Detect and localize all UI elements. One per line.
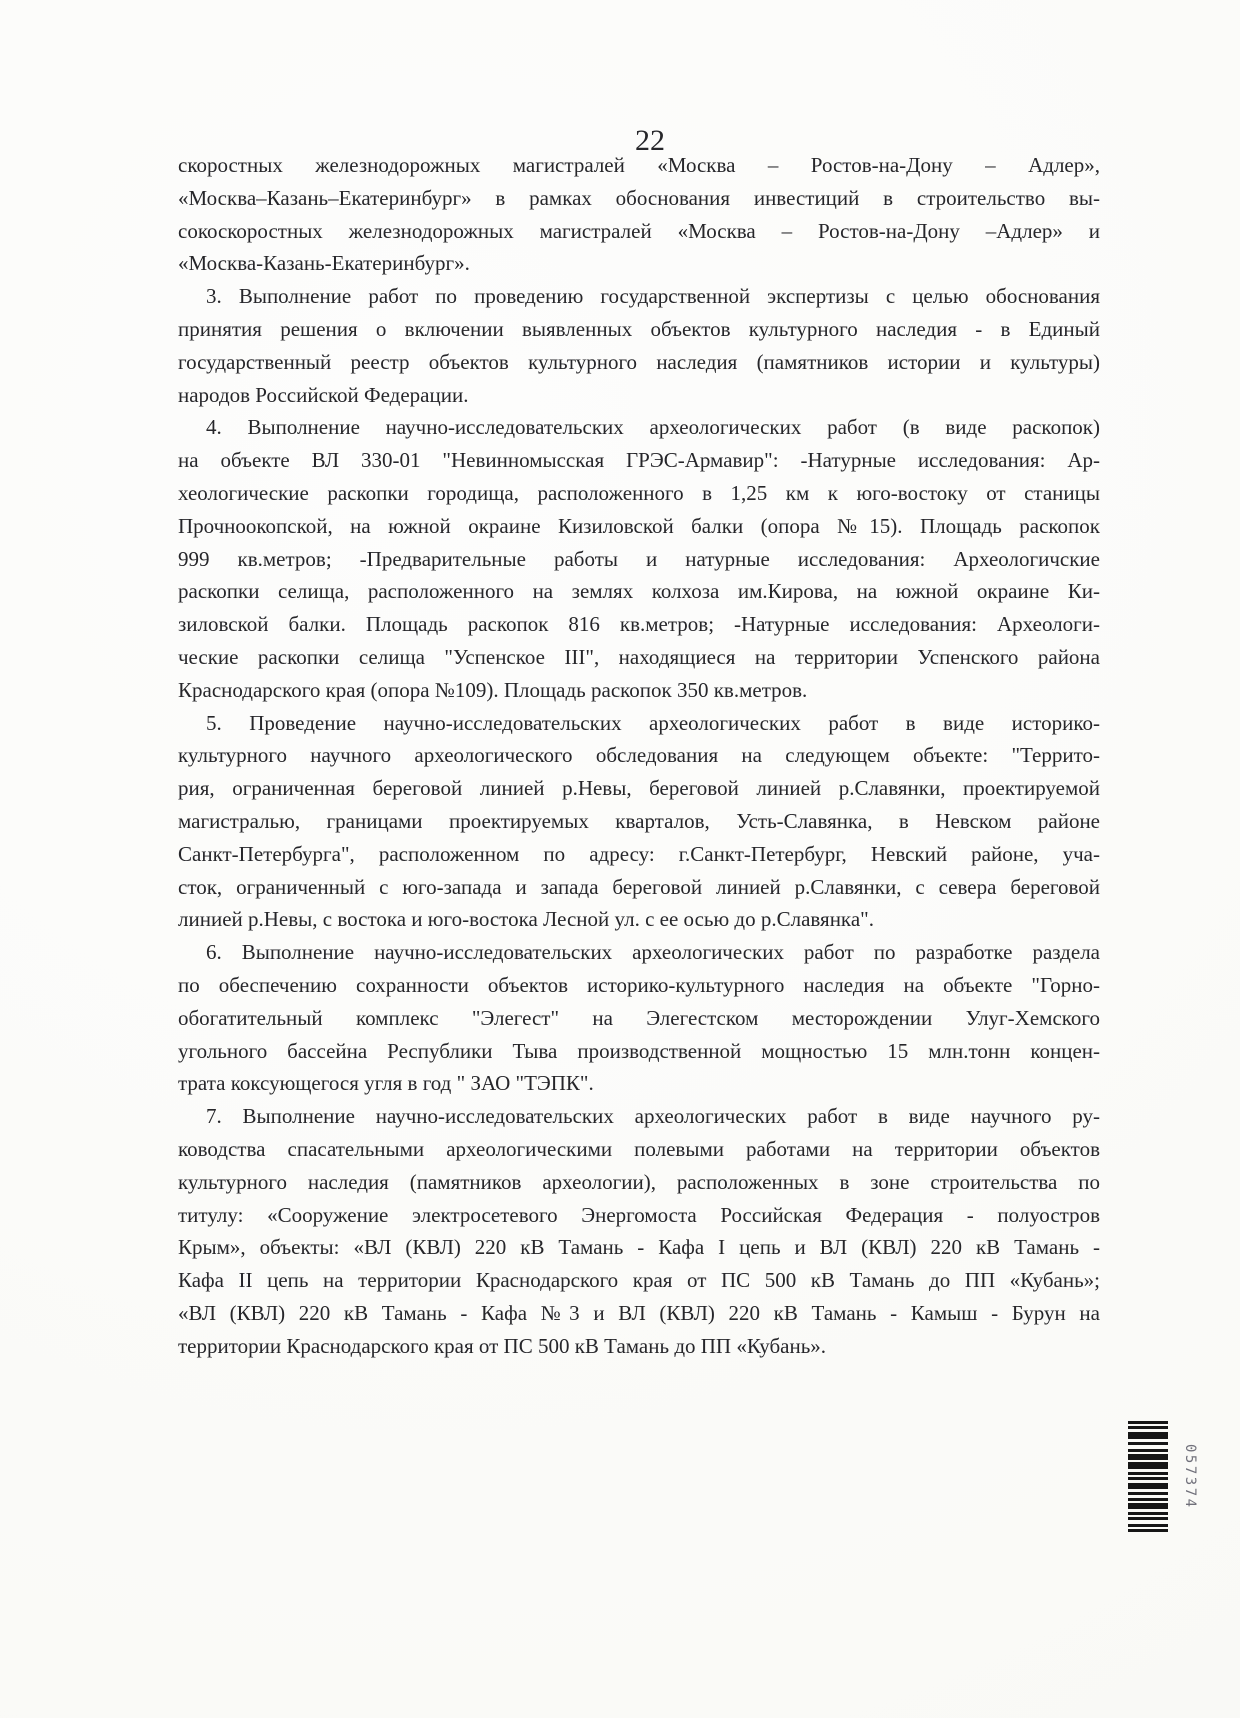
text-line: обогатительный комплекс "Элегест" на Элегестском месторождении Улуг-Хемского bbox=[178, 1005, 1100, 1030]
paragraph bbox=[178, 280, 1100, 411]
text-line: трата коксующегося угля в год " ЗАО "ТЭПК". bbox=[178, 1071, 594, 1096]
text-line: по обеспечению сохранности объектов историко-культурного наследия на объекте "Горно- bbox=[178, 972, 1100, 997]
text-line: скоростных железнодорожных магистралей «Москва – Ростов-на-Дону – Адлер», bbox=[178, 153, 1100, 177]
text-line: 5. Проведение научно-исследовательских археологических работ в виде историко- bbox=[206, 710, 1100, 735]
text-line: раскопки селища, расположенного на землях колхоза им.Кирова, на южной окраине Ки- bbox=[178, 579, 1100, 604]
text-line: хеологические раскопки городища, расположенного в 1,25 км к юго-востоку от станицы bbox=[178, 480, 1100, 505]
text-line: Прочноокопской, на южной окраине Кизиловской балки (опора №15). Площадь раскопок bbox=[178, 513, 1100, 538]
document-text bbox=[178, 149, 1100, 1362]
text-line: Краснодарского края (опора №109). Площадь раскопок 350 кв.метров. bbox=[178, 677, 808, 702]
paragraph bbox=[178, 149, 1100, 280]
barcode-bars bbox=[1128, 1421, 1168, 1532]
text-line: 6. Выполнение научно-исследовательских археологических работ по разработке раздела bbox=[206, 940, 1100, 965]
text-line: культурного наследия (памятников археологии), расположенных в зоне строительства по bbox=[178, 1169, 1100, 1194]
page-number: 22 bbox=[635, 124, 665, 157]
text-line: на объекте ВЛ 330-01 "Невинномысская ГРЭС-Армавир": -Натурные исследования: Ар- bbox=[178, 448, 1100, 473]
text-line: «ВЛ (КВЛ) 220 кВ Тамань - Кафа №3 и ВЛ (КВЛ) 220 кВ Тамань - Камыш - Бурун на bbox=[178, 1300, 1100, 1325]
text-line: ководства спасательными археологическими полевыми работами на территории объектов bbox=[178, 1136, 1100, 1161]
paragraph bbox=[178, 1100, 1100, 1362]
paragraph bbox=[178, 411, 1100, 706]
text-line: принятия решения о включении выявленных объектов культурного наследия - в Единый bbox=[178, 316, 1100, 341]
text-line: 3. Выполнение работ по проведению государственной экспертизы с целью обоснования bbox=[206, 284, 1100, 309]
text-line: «Москва-Казань-Екатеринбург». bbox=[178, 251, 470, 276]
text-line: культурного научного археологического обследования на следующем объекте: "Террито- bbox=[178, 743, 1100, 768]
barcode bbox=[1128, 1421, 1168, 1532]
text-line: государственный реестр объектов культурного наследия (памятников истории и культуры) bbox=[178, 349, 1100, 374]
text-line: магистралью, границами проектируемых кварталов, Усть-Славянка, в Невском районе bbox=[178, 808, 1100, 833]
barcode-number: 057374 bbox=[1182, 1444, 1198, 1510]
text-line: сток, ограниченный с юго-запада и запада береговой линией р.Славянки, с севера береговой bbox=[178, 874, 1100, 899]
text-line: линией р.Невы, с востока и юго-востока Лесной ул. с ее осью до р.Славянка". bbox=[178, 907, 874, 932]
text-line: рия, ограниченная береговой линией р.Невы, береговой линией р.Славянки, проектируемой bbox=[178, 776, 1100, 801]
text-line: сокоскоростных железнодорожных магистралей «Москва – Ростов-на-Дону –Адлер» и bbox=[178, 218, 1100, 243]
text-line: титулу: «Сооружение электросетевого Энергомоста Российская Федерация - полуостров bbox=[178, 1202, 1100, 1227]
paragraph bbox=[178, 707, 1100, 937]
text-line: зиловской балки. Площадь раскопок 816 кв.метров; -Натурные исследования: Археологи- bbox=[178, 612, 1100, 637]
text-line: «Москва–Казань–Екатеринбург» в рамках обоснования инвестиций в строительство вы- bbox=[178, 185, 1100, 210]
text-line: Кафа II цепь на территории Краснодарского края от ПС 500 кВ Тамань до ПП «Кубань»; bbox=[178, 1268, 1100, 1293]
text-line: Крым», объекты: «ВЛ (КВЛ) 220 кВ Тамань - Кафа I цепь и ВЛ (КВЛ) 220 кВ Тамань - bbox=[178, 1235, 1100, 1260]
text-line: 999 кв.метров; -Предварительные работы и натурные исследования: Археологичские bbox=[178, 546, 1100, 571]
text-line: 4. Выполнение научно-исследовательских археологических работ (в виде раскопок) bbox=[206, 415, 1100, 440]
text-line: ческие раскопки селища "Успенское III", находящиеся на территории Успенского района bbox=[178, 644, 1100, 669]
paragraph bbox=[178, 936, 1100, 1100]
text-line: территории Краснодарского края от ПС 500 кВ Тамань до ПП «Кубань». bbox=[178, 1333, 827, 1358]
text-line: народов Российской Федерации. bbox=[178, 382, 469, 407]
text-line: Санкт-Петербурга", расположенном по адресу: г.Санкт-Петербург, Невский районе, уча- bbox=[178, 841, 1100, 866]
text-line: угольного бассейна Республики Тыва производственной мощностью 15 млн.тонн концен- bbox=[178, 1038, 1100, 1063]
text-line: 7. Выполнение научно-исследовательских археологических работ в виде научного ру- bbox=[206, 1104, 1100, 1129]
